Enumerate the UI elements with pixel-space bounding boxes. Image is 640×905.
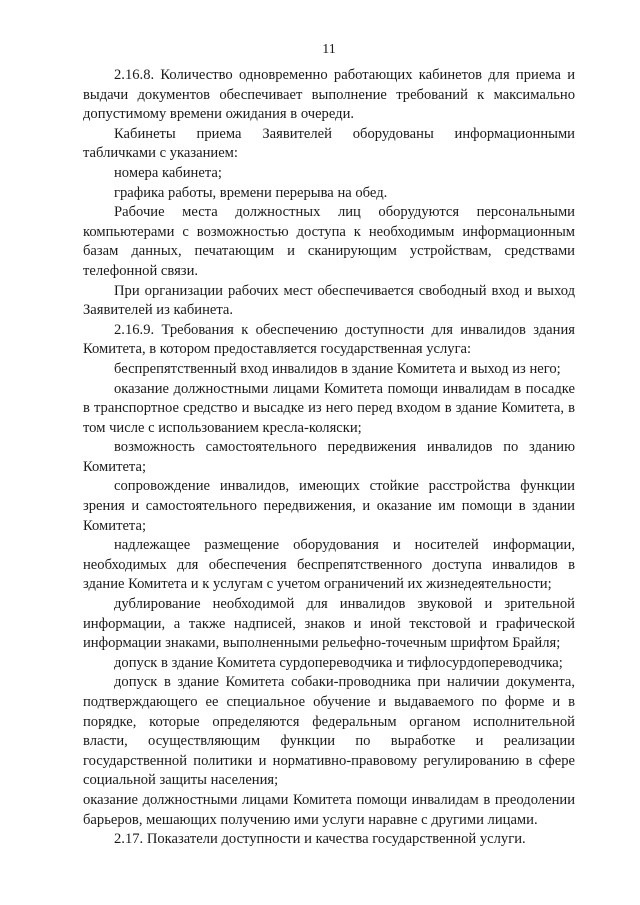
list-item-barrier-assistance: оказание должностными лицами Комитета помощи инвалидам в преодолении барьеров, мешающих получению ими услуги наравне с другими лицами. [83, 791, 575, 828]
paragraph-free-entry: При организации рабочих мест обеспечивается свободный вход и выход Заявителей из кабинета. [83, 282, 575, 319]
list-item-information-duplication: дублирование необходимой для инвалидов звуковой и зрительной информации, а также надписей, знаков и иной текстовой и графической информации знаками, выполненными рельефно-точечным шрифтом Брайля; [83, 596, 575, 652]
paragraph-2-16-9: 2.16.9. Требования к обеспечению доступности для инвалидов здания Комитета, в котором предоставляется государственная услуга: [83, 321, 575, 358]
list-item-interpreter-admission: допуск в здание Комитета сурдопереводчика и тифлосурдопереводчика; [114, 654, 563, 671]
paragraph-workplaces: Рабочие места должностных лиц оборудуются персональными компьютерами с возможностью доступа к необходимым информационным базам данных, печатающим и сканирующим устройствам, средствами телефонной связи. [83, 204, 575, 279]
list-item-escort: сопровождение инвалидов, имеющих стойкие расстройства функции зрения и самостоятельного передвижения, и оказание им помощи в здании Комитета; [83, 478, 575, 534]
paragraph-2-17: 2.17. Показатели доступности и качества государственной услуги. [114, 831, 526, 848]
paragraph-2-16-8: 2.16.8. Количество одновременно работающих кабинетов для приема и выдачи документов обеспечивает выполнение требований к максимально допустимому времени ожидания в очереди. [83, 67, 575, 123]
list-item-cabinet-number: номера кабинета; [114, 164, 222, 181]
list-item-unobstructed-entry: беспрепятственный вход инвалидов в здание Комитета и выход из него; [114, 360, 561, 377]
list-item-work-schedule: графика работы, времени перерыва на обед. [114, 184, 388, 201]
list-item-guide-dog-admission: допуск в здание Комитета собаки-проводника при наличии документа, подтверждающего ее специальное обучение и выдаваемого по форме и в порядке, которые определяются федеральным органом исполнительной власти, осуществляющим функции по выработке и реализации государственной политики и нормативно-правовому регулированию в сфере социальной защиты населения; [83, 674, 575, 789]
page-number: 11 [322, 42, 336, 57]
document-body [83, 66, 575, 850]
list-item-independent-movement: возможность самостоятельного передвижения инвалидов по зданию Комитета; [83, 439, 575, 475]
list-item-equipment-placement: надлежащее размещение оборудования и носителей информации, необходимых для обеспечения беспрепятственного доступа инвалидов в здание Комитета и к услугам с учетом ограничений их жизнедеятельности; [83, 537, 575, 593]
paragraph-cabinet-signs: Кабинеты приема Заявителей оборудованы информационными табличками с указанием: [83, 125, 575, 162]
list-item-boarding-assistance: оказание должностными лицами Комитета помощи инвалидам в посадке в транспортное средство и высадке из него перед входом в здание Комитета, в том числе с использованием кресла-коляски; [83, 380, 575, 436]
